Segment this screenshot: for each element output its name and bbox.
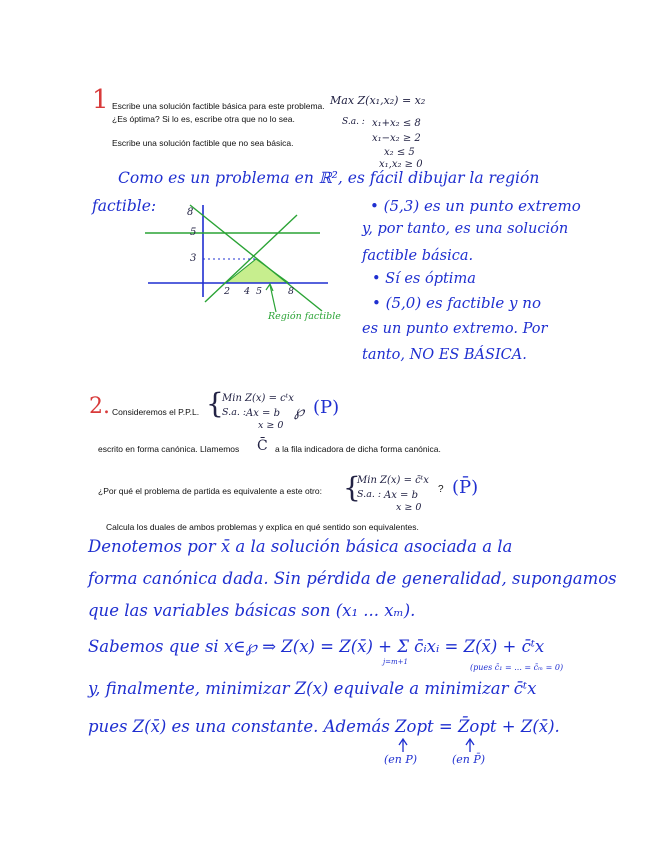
lp-p2-constraint-1: Ax = b <box>384 490 418 501</box>
lp1-constraint-3: x₂ ≤ 5 <box>384 147 415 158</box>
graph-x-tick-8: 8 <box>288 286 295 297</box>
graph-y-tick-8: 8 <box>187 207 194 218</box>
problem-2-question: ¿Por qué el problema de partida es equivalente a este otro: <box>98 486 322 496</box>
hw-solution-line-3: que las variables básicas son (x₁ ... xₘ). <box>88 601 416 620</box>
lp-p-objective: Min Z(x) = cᵗx <box>222 393 294 404</box>
problem-1-number: 1 <box>92 85 109 115</box>
lp-p2-constraint-2: x ≥ 0 <box>396 502 422 513</box>
problem-2-number: 2. <box>89 394 110 419</box>
answer-bullet-3-line-3: tanto, NO ES BÁSICA. <box>362 347 527 363</box>
problem-2-task: Calcula los duales de ambos problemas y explica en qué sentido son equivalentes. <box>106 522 419 532</box>
sum-index: j=m+1 <box>383 658 408 666</box>
problem-1-statement-line-2: ¿Es óptima? Si lo es, escribe otra que no lo sea. <box>112 114 295 124</box>
problem-1-statement-line-1: Escribe una solución factible básica para este problema. <box>112 101 325 111</box>
answer-bullet-3-line-1: • (5,0) es factible y no <box>372 294 541 312</box>
lp1-objective: Max Z(x₁,x₂) = x₂ <box>330 94 426 107</box>
answer-bullet-1-line-1: • (5,3) es un punto extremo <box>370 197 581 215</box>
question-mark: ? <box>438 484 444 495</box>
hw-solution-line-2: forma canónica dada. Sin pérdida de generalidad, supongamos <box>88 569 617 588</box>
lp1-constraint-1: x₁+x₂ ≤ 8 <box>372 118 421 129</box>
label-p: (P) <box>313 397 340 418</box>
cbar-symbol: C̄ <box>257 438 268 454</box>
answer-bullet-1-line-3: factible básica. <box>362 248 474 264</box>
under-label-p-bar: (en P̄) <box>452 753 486 766</box>
graph-y-tick-3: 3 <box>190 253 197 264</box>
graph-x-tick-2: 2 <box>224 286 231 297</box>
graph-x-tick-4: 4 <box>244 286 251 297</box>
region-label: Región factible <box>268 311 341 322</box>
lp-p-constraint-1: Ax = b <box>246 408 280 419</box>
lp1-constraint-4: x₁,x₂ ≥ 0 <box>379 159 423 170</box>
hw-note: (pues c̄₁ = ... = c̄ₘ = 0) <box>470 663 564 672</box>
hw-intro-line-1: Como es un problema en ℝ², es fácil dibujar la región <box>118 169 540 187</box>
answer-bullet-2: • Sí es óptima <box>372 271 476 287</box>
hw-intro-line-2: factible: <box>92 197 157 215</box>
problem-2-line-2a: escrito en forma canónica. Llamemos <box>98 444 240 454</box>
lp-p2-objective: Min Z(x) = c̄ᵗx <box>357 475 429 486</box>
lp-p-st-label: S.a. : <box>222 407 247 418</box>
lp-p-constraint-2: x ≥ 0 <box>258 420 284 431</box>
problem-2-line-2b: a la fila indicadora de dicha forma canónica. <box>275 444 441 454</box>
feasible-set-symbol: ℘ <box>294 402 305 420</box>
lp1-st-label: S.a. : <box>342 117 365 127</box>
graph-x-tick-5: 5 <box>256 286 263 297</box>
lp-p2-brace: { <box>343 471 361 504</box>
hw-solution-line-5: y, finalmente, minimizar Z(x) equivale a minimizar c̄ᵗx <box>88 679 537 698</box>
hw-solution-line-6: pues Z(x̄) es una constante. Además Zopt = Z̄opt + Z(x̄). <box>88 717 560 736</box>
answer-bullet-1-line-2: y, por tanto, es una solución <box>362 221 569 237</box>
lp-p2-st-label: S.a. : <box>357 489 382 500</box>
lp1-constraint-2: x₁−x₂ ≥ 2 <box>372 133 421 144</box>
label-p-bar: (P̄) <box>452 477 479 498</box>
problem-2-intro: Consideremos el P.P.L. <box>112 407 200 417</box>
hw-solution-line-1: Denotemos por x̄ a la solución básica asociada a la <box>88 537 513 556</box>
answer-bullet-3-line-2: es un punto extremo. Por <box>362 321 548 337</box>
graph-y-tick-5: 5 <box>190 227 197 238</box>
hw-solution-line-4: Sabemos que si x∈℘ ⇒ Z(x) = Z(x̄) + Σ c̄ᵢxᵢ = Z(x̄) + c̄ᵗx <box>88 637 545 656</box>
under-label-p: (en P) <box>384 753 418 766</box>
problem-1-statement-line-3: Escribe una solución factible que no sea básica. <box>112 138 294 148</box>
lp-p-brace: { <box>206 387 224 420</box>
